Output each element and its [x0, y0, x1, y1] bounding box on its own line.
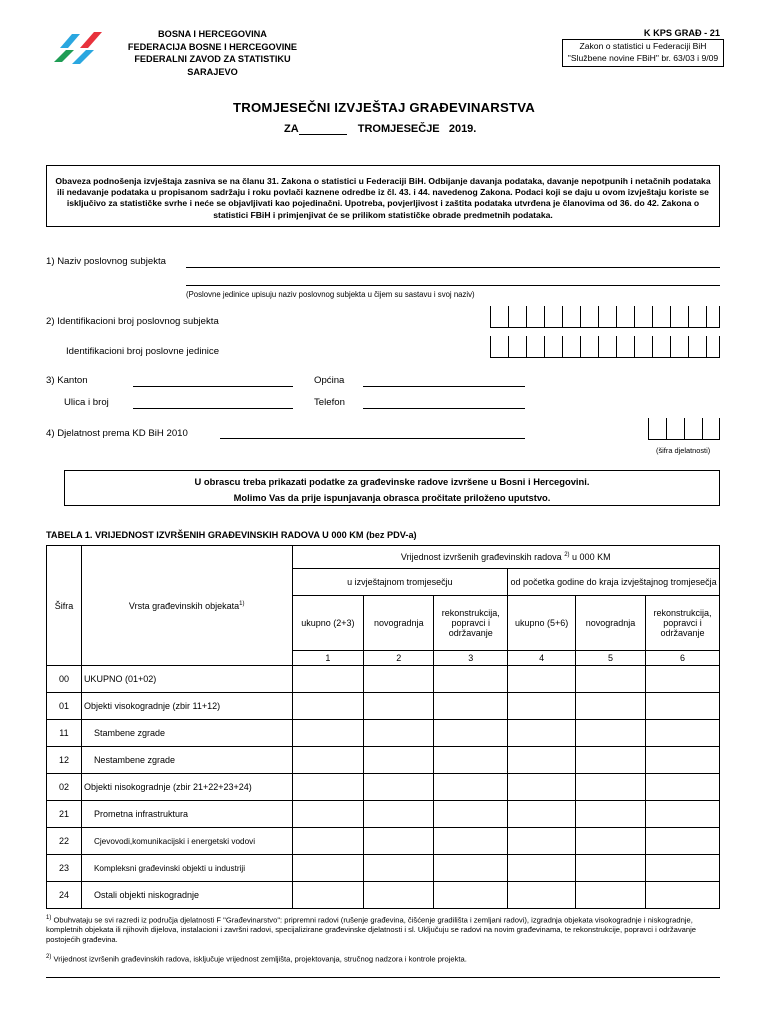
row-name: Prometna infrastruktura — [81, 801, 292, 828]
row-name: Cjevovodi,komunikacijski i energetski vodovi — [81, 828, 292, 855]
footnote-text: Vrijednost izvršenih građevinskih radova, isključuje vrijednost zemljišta, projektovanja, stručnog nadzora i kontrole projekta. — [53, 954, 467, 964]
row-name: Stambene zgrade — [81, 720, 292, 747]
activity-input[interactable] — [220, 438, 525, 439]
logo-stripe-green — [54, 50, 74, 62]
value-cell[interactable] — [364, 666, 434, 693]
org-line: FEDERALNI ZAVOD ZA STATISTIKU — [134, 54, 291, 65]
value-cell[interactable] — [292, 693, 364, 720]
value-cell[interactable] — [364, 693, 434, 720]
instruction-line: U obrascu treba prikazati podatke za građevinske radove izvršene u Bosni i Hercegovini. — [194, 476, 590, 487]
col-number: 6 — [646, 651, 720, 666]
value-cell[interactable] — [646, 855, 720, 882]
value-cell[interactable] — [646, 720, 720, 747]
value-cell[interactable] — [434, 747, 508, 774]
footnote-2 — [46, 953, 722, 964]
year-label: 2019. — [448, 123, 477, 135]
logo-stripe-blue-2 — [72, 50, 94, 64]
table-row — [47, 774, 720, 801]
instruction-box — [64, 470, 720, 506]
row-name: Objekti visokogradnje (zbir 11+12) — [81, 693, 292, 720]
table-row — [47, 666, 720, 693]
row-code: 21 — [47, 801, 82, 828]
fzs-logo — [50, 28, 108, 68]
value-cell[interactable] — [364, 774, 434, 801]
row-name: UKUPNO (01+02) — [81, 666, 292, 693]
value-cell[interactable] — [576, 882, 646, 909]
value-cell[interactable] — [646, 801, 720, 828]
col-number: 1 — [292, 651, 364, 666]
value-cell[interactable] — [292, 747, 364, 774]
value-cell[interactable] — [508, 666, 576, 693]
value-cell[interactable] — [576, 666, 646, 693]
value-cell[interactable] — [646, 828, 720, 855]
footnote-1 — [46, 914, 722, 944]
law-line: "Službene novine FBiH" br. 63/03 i 9/09 — [567, 53, 719, 64]
col-label: novogradnja — [364, 596, 434, 651]
col-number: 4 — [508, 651, 576, 666]
ulica-input[interactable] — [133, 408, 293, 409]
value-cell[interactable] — [292, 720, 364, 747]
table-row — [47, 801, 720, 828]
value-cell[interactable] — [434, 720, 508, 747]
telefon-label: Telefon — [314, 397, 345, 408]
business-name-input[interactable] — [186, 267, 720, 268]
kanton-input[interactable] — [133, 386, 293, 387]
header-vrsta — [81, 546, 292, 666]
table-row — [47, 693, 720, 720]
field-2-label: 2) Identifikacioni broj poslovnog subjekta — [46, 316, 219, 327]
value-cell[interactable] — [646, 693, 720, 720]
org-line: FEDERACIJA BOSNE I HERCEGOVINE — [127, 41, 298, 52]
value-cell[interactable] — [508, 801, 576, 828]
table-row — [47, 720, 720, 747]
value-cell[interactable] — [576, 855, 646, 882]
table-title: TABELA 1. VRIJEDNOST IZVRŠENIH GRAĐEVINSKIH RADOVA U 000 KM (bez PDV-a) — [46, 530, 417, 540]
business-name-input-2[interactable] — [186, 285, 720, 286]
value-cell[interactable] — [508, 693, 576, 720]
col-label: rekonstrukcija, popravci i održavanje — [434, 596, 508, 651]
value-cell[interactable] — [434, 882, 508, 909]
telefon-input[interactable] — [363, 408, 525, 409]
value-cell[interactable] — [434, 774, 508, 801]
ulica-label: Ulica i broj — [64, 397, 109, 408]
construction-value-table — [46, 545, 720, 909]
col-number: 3 — [434, 651, 508, 666]
value-cell[interactable] — [508, 828, 576, 855]
org-line: BOSNA I HERCEGOVINA — [158, 29, 267, 39]
col-label: ukupno (2+3) — [292, 596, 364, 651]
row-code: 11 — [47, 720, 82, 747]
col-label: rekonstrukcija, popravci i održavanje — [646, 596, 720, 651]
form-code: K KPS GRAĐ - 21 — [643, 28, 720, 38]
za-label: ZA — [284, 123, 299, 135]
value-cell[interactable] — [292, 774, 364, 801]
value-cell[interactable] — [576, 774, 646, 801]
value-cell[interactable] — [364, 720, 434, 747]
row-name: Ostali objekti niskogradnje — [81, 882, 292, 909]
col-number: 5 — [576, 651, 646, 666]
footnote-ref: 1) — [239, 600, 245, 607]
header-sifra: Šifra — [47, 546, 82, 666]
field-1-note: (Poslovne jedinice upisuju naziv poslovnog subjekta u čijem su sastavu i svoj naziv) — [186, 290, 475, 299]
quarter-subtitle — [284, 123, 476, 135]
instruction-line: Molimo Vas da prije ispunjavanja obrasca pročitate priloženo uputstvo. — [233, 492, 551, 503]
row-code: 24 — [47, 882, 82, 909]
value-cell[interactable] — [434, 693, 508, 720]
value-cell[interactable] — [646, 666, 720, 693]
value-cell[interactable] — [434, 828, 508, 855]
value-cell[interactable] — [292, 882, 364, 909]
footnote-mark: 2) — [46, 954, 52, 960]
quarter-input[interactable] — [299, 124, 347, 135]
header-period-ytd: od početka godine do kraja izvještajnog tromjesečja — [508, 569, 720, 596]
footnote-ref: 2) — [564, 552, 570, 558]
table-row — [47, 855, 720, 882]
value-cell[interactable] — [508, 720, 576, 747]
org-line: SARAJEVO — [187, 66, 238, 77]
row-name: Objekti nisokogradnje (zbir 21+22+23+24) — [81, 774, 292, 801]
value-cell[interactable] — [434, 666, 508, 693]
page-title: TROMJESEČNI IZVJEŠTAJ GRAĐEVINARSTVA — [232, 100, 535, 115]
value-cell[interactable] — [576, 801, 646, 828]
opcina-input[interactable] — [363, 386, 525, 387]
logo-stripe-red — [80, 32, 102, 48]
row-code: 01 — [47, 693, 82, 720]
value-cell[interactable] — [576, 720, 646, 747]
value-cell[interactable] — [576, 828, 646, 855]
value-cell[interactable] — [292, 666, 364, 693]
field-4-label: 4) Djelatnost prema KD BiH 2010 — [46, 428, 188, 439]
footer-divider — [46, 977, 720, 978]
unit-id-boxes[interactable] — [490, 336, 720, 358]
footnote-text: Obuhvataju se svi razredi iz područja djelatnosti F "Građevinarstvo": pripremni radovi (rušenje građevina, čišćenje gradilišta i zemljani radovi), izgradnja objekata visokogradnje i niskogradnje, kompletnih objekata ili njihovih dijelova, instalacioni i završni radovi, specijalizirane građevinske djelatnosti i sl. Uključuju se radovi na novim građevinama, te rekonstrukcije, popravci i održavanje postojećih građevina. — [46, 915, 697, 944]
header-value-text: Vrijednost izvršenih građevinskih radova — [400, 552, 562, 562]
value-cell[interactable] — [364, 855, 434, 882]
header-vrsta-text: Vrsta građevinskih objekata — [128, 600, 240, 611]
row-code: 22 — [47, 828, 82, 855]
institution-header — [105, 28, 320, 78]
row-name: Nestambene zgrade — [81, 747, 292, 774]
value-cell[interactable] — [364, 882, 434, 909]
law-reference-box — [562, 39, 724, 67]
header-value-tail: u 000 KM — [572, 552, 611, 562]
activity-code-boxes[interactable] — [648, 418, 720, 440]
business-id-boxes[interactable] — [490, 306, 720, 328]
value-cell[interactable] — [646, 747, 720, 774]
value-cell[interactable] — [434, 855, 508, 882]
law-line: Zakon o statistici u Federaciji BiH — [579, 41, 707, 51]
row-code: 23 — [47, 855, 82, 882]
col-label: novogradnja — [576, 596, 646, 651]
table-row — [47, 882, 720, 909]
table-row — [47, 747, 720, 774]
logo-stripe-blue — [60, 34, 80, 48]
row-code: 12 — [47, 747, 82, 774]
col-label: ukupno (5+6) — [508, 596, 576, 651]
legal-notice: Obaveza podnošenja izvještaja zasniva se na članu 31. Zakona o statistici u Federaciji BiH. Odbijanje davanja podataka, davanje nepotpunih i netačnih podataka ili nedavanje podataka u propisanom sadržaju i roku povlači kaznene odredbe iz čl. 43. i 44. navedenog Zakona. Podaci koji se daju u ovom izvještaju koriste se isključivo za statističke svrhe i neće se objavljivati kao pojedinačni. Upotreba, povjerljivost i zaštita podataka utvrđena je članovima od 36. do 42. Zakona o statistici FBiH i primjenjivat će se prilikom statističke obrade predmetnih podataka. — [46, 165, 720, 227]
opcina-label: Općina — [314, 375, 345, 386]
header-period-quarter: u izvještajnom tromjesečju — [292, 569, 508, 596]
value-cell[interactable] — [434, 801, 508, 828]
value-cell[interactable] — [646, 882, 720, 909]
footnote-mark: 1) — [46, 915, 52, 921]
value-cell[interactable] — [646, 774, 720, 801]
row-name: Kompleksni građevinski objekti u industriji — [81, 855, 292, 882]
value-cell[interactable] — [508, 774, 576, 801]
value-cell[interactable] — [364, 801, 434, 828]
value-cell[interactable] — [508, 747, 576, 774]
value-cell[interactable] — [292, 855, 364, 882]
table-row — [47, 828, 720, 855]
value-cell[interactable] — [364, 747, 434, 774]
field-1-label: 1) Naziv poslovnog subjekta — [46, 256, 166, 267]
row-code: 02 — [47, 774, 82, 801]
header-value — [292, 546, 720, 569]
field-2b-label: Identifikacioni broj poslovne jedinice — [66, 346, 220, 357]
col-number: 2 — [364, 651, 434, 666]
quarter-label: TROMJESEČJE — [357, 123, 440, 135]
value-cell[interactable] — [364, 828, 434, 855]
field-4-note: (šifra djelatnosti) — [656, 446, 711, 455]
value-cell[interactable] — [576, 693, 646, 720]
value-cell[interactable] — [576, 747, 646, 774]
value-cell[interactable] — [508, 855, 576, 882]
value-cell[interactable] — [292, 801, 364, 828]
kanton-label: 3) Kanton — [46, 375, 88, 386]
row-code: 00 — [47, 666, 82, 693]
value-cell[interactable] — [508, 882, 576, 909]
value-cell[interactable] — [292, 828, 364, 855]
